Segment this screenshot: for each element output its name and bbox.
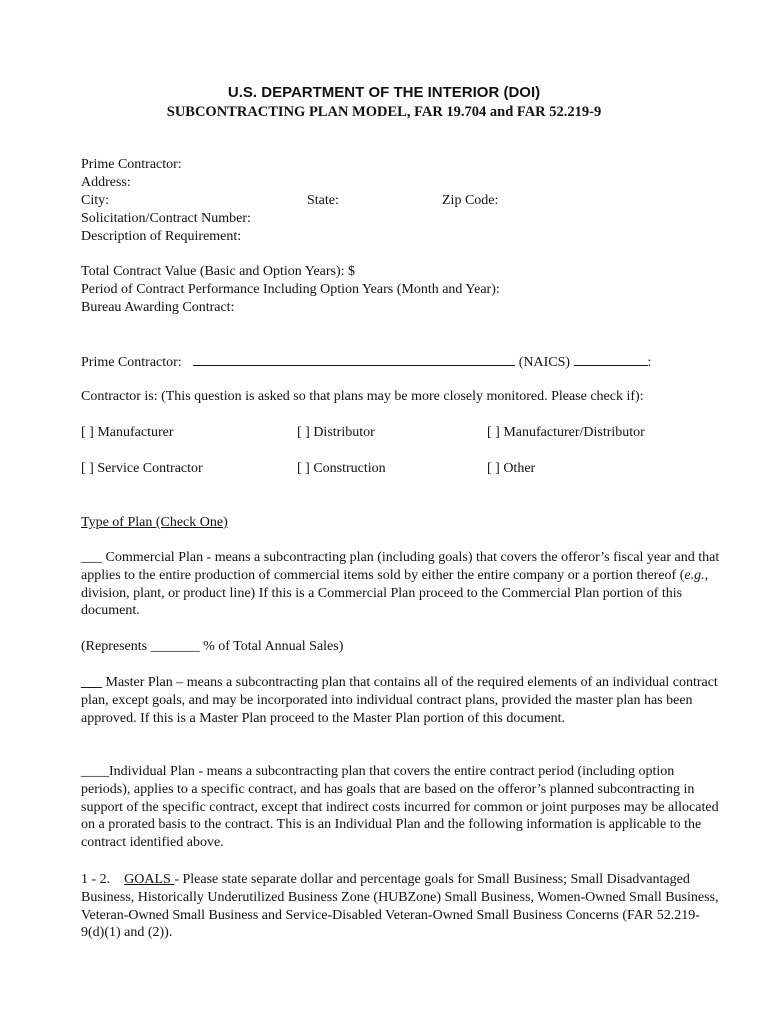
goals-number: 1 - 2.	[81, 872, 111, 887]
master-plan-text: Master Plan – means a subcontracting plan that contains all of the required elements of an individual contract plan, except goals, and may be incorporated into individual contract plans, provided the master plan has been approved. If this is a Master Plan proceed to the Master Plan portion of this document.	[81, 675, 718, 726]
checkbox-construction[interactable]: [ ] Construction	[297, 461, 386, 476]
solicitation-number-label: Solicitation/Contract Number:	[81, 211, 251, 226]
checkbox-service-contractor[interactable]: [ ] Service Contractor	[81, 461, 203, 476]
master-plan-blank[interactable]: ___	[81, 675, 102, 690]
naics-end: :	[647, 355, 652, 370]
prime-contractor-blank[interactable]	[193, 352, 515, 366]
checkbox-other[interactable]: [ ] Other	[487, 461, 536, 476]
naics-label: (NAICS)	[518, 355, 571, 370]
bureau-label: Bureau Awarding Contract:	[81, 300, 235, 315]
commercial-plan-paragraph	[81, 549, 721, 620]
state-label: State:	[307, 193, 339, 208]
naics-prime-contractor-label: Prime Contractor:	[81, 355, 182, 370]
address-label: Address:	[81, 175, 131, 190]
goals-label: GOALS	[124, 872, 175, 887]
zip-code-label: Zip Code:	[442, 193, 499, 208]
commercial-plan-text-1: ___ Commercial Plan - means a subcontracting plan (including goals) that covers the offeror’s fiscal year and that applies to the entire production of commercial items sold by either the entire company or a portion thereof (	[81, 550, 720, 583]
document-title: U.S. DEPARTMENT OF THE INTERIOR (DOI)	[227, 84, 541, 101]
checkbox-distributor[interactable]: [ ] Distributor	[297, 425, 375, 440]
city-label: City:	[81, 193, 110, 208]
checkbox-manufacturer[interactable]: [ ] Manufacturer	[81, 425, 174, 440]
total-contract-value-label: Total Contract Value (Basic and Option Years): $	[81, 264, 356, 279]
checkbox-manufacturer-distributor[interactable]: [ ] Manufacturer/Distributor	[487, 425, 645, 440]
commercial-plan-text-2: division, plant, or product line) If this is a Commercial Plan proceed to the Commercial Plan portion of this document.	[81, 585, 683, 619]
type-of-plan-heading: Type of Plan (Check One)	[81, 515, 228, 530]
performance-period-label: Period of Contract Performance Including Option Years (Month and Year):	[81, 282, 500, 297]
goals-paragraph	[81, 871, 721, 942]
naics-line	[81, 352, 651, 372]
commercial-plan-eg: e.g.,	[684, 567, 709, 583]
document-subtitle: SUBCONTRACTING PLAN MODEL, FAR 19.704 and FAR 52.219-9	[166, 104, 602, 120]
goals-text: - Please state separate dollar and percentage goals for Small Business; Small Disadvantaged Business, Historically Underutilized Business Zone (HUBZone) Small Business, Women-Owned Small Business, Veteran-Owned Small Business and Service-Disabled Veteran-Owned Small Business Concerns (FAR 52.219-9(d)(1) and (2)).	[81, 872, 719, 941]
naics-blank[interactable]	[574, 352, 648, 366]
description-label: Description of Requirement:	[81, 229, 242, 244]
individual-plan-paragraph: ____Individual Plan - means a subcontracting plan that covers the entire contract period (including option periods), applies to a specific contract, and has goals that are based on the offeror’s planned subcontracting in support of the specific contract, except that indirect costs incurred for common or joint purposes may be allocated on a prorated basis to the contract. This is an Individual Plan and the following information is applicable to the contract identified above.	[81, 764, 719, 851]
represents-line: (Represents _______ % of Total Annual Sales)	[81, 639, 344, 654]
prime-contractor-label: Prime Contractor:	[81, 157, 182, 172]
contractor-is-question: Contractor is: (This question is asked so that plans may be more closely monitored. Please check if):	[81, 389, 644, 404]
master-plan-paragraph	[81, 674, 721, 727]
